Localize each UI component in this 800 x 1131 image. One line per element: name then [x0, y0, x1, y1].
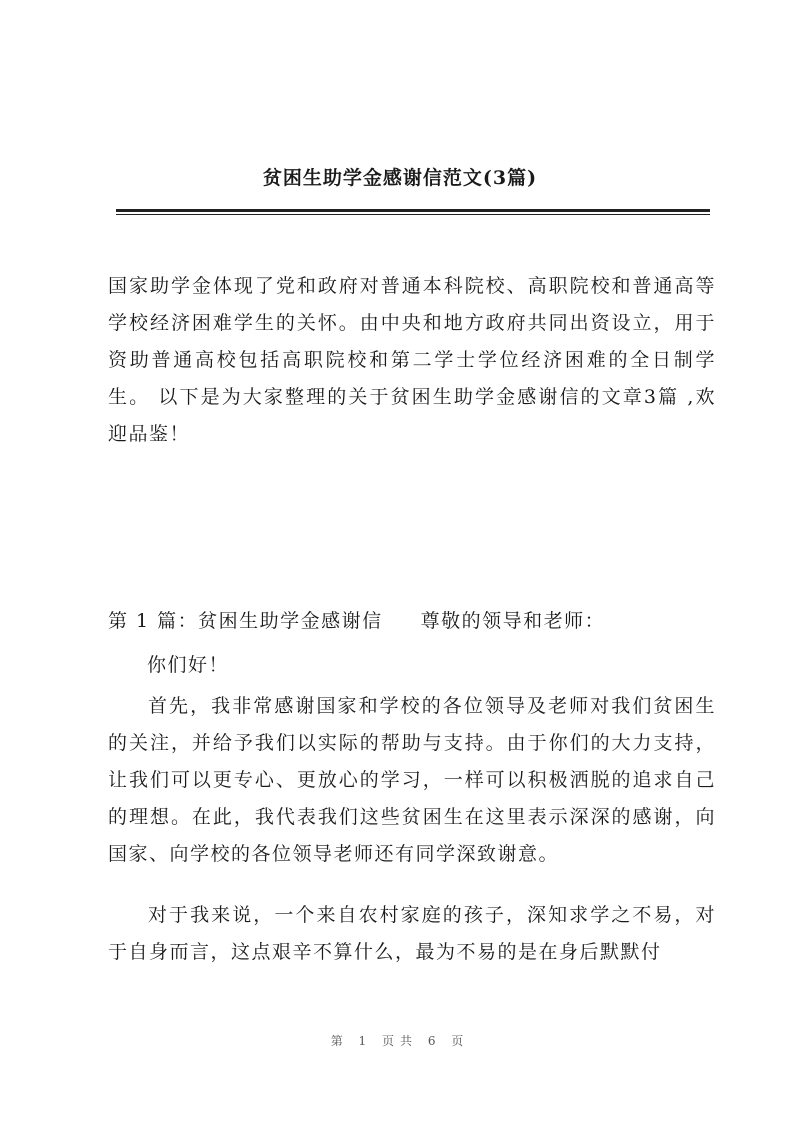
body-paragraph: 首先，我非常感谢国家和学校的各位领导及老师对我们贫困生的关注，并给予我们以实际的帮助与支持。由于你们的大力支持，让我们可以更专心、更放心的学习，一样可以积极洒脱的追求自己的理想。在此，我代表我们这些贫困生在这里表示深深的感谢，向国家、向学校的各位领导老师还有同学深致谢意。: [108, 695, 716, 865]
section-heading-row: [108, 603, 716, 640]
page-footer: 第 1 页共 6 页: [330, 1034, 470, 1048]
section-heading: 第 1 篇：贫困生助学金感谢信: [108, 610, 383, 632]
page-title: 贫困生助学金感谢信范文(3篇): [262, 167, 538, 189]
salutation: 尊敬的领导和老师：: [420, 610, 606, 632]
title-divider: [116, 209, 710, 212]
intro-paragraph: 国家助学金体现了党和政府对普通本科院校、高职院校和普通高等学校经济困难学生的关怀。由中央和地方政府共同出资设立，用于资助普通高校包括高职院校和第二学士学位经济困难的全日制学生。 以下是为大家整理的关于贫困生助学金感谢信的文章3篇 ,欢迎品鉴！: [108, 275, 716, 445]
greeting: 你们好！: [147, 654, 230, 676]
body-paragraph: 对于我来说，一个来自农村家庭的孩子，深知求学之不易，对于自身而言，这点艰辛不算什么，最为不易的是在身后默默付: [108, 904, 716, 963]
